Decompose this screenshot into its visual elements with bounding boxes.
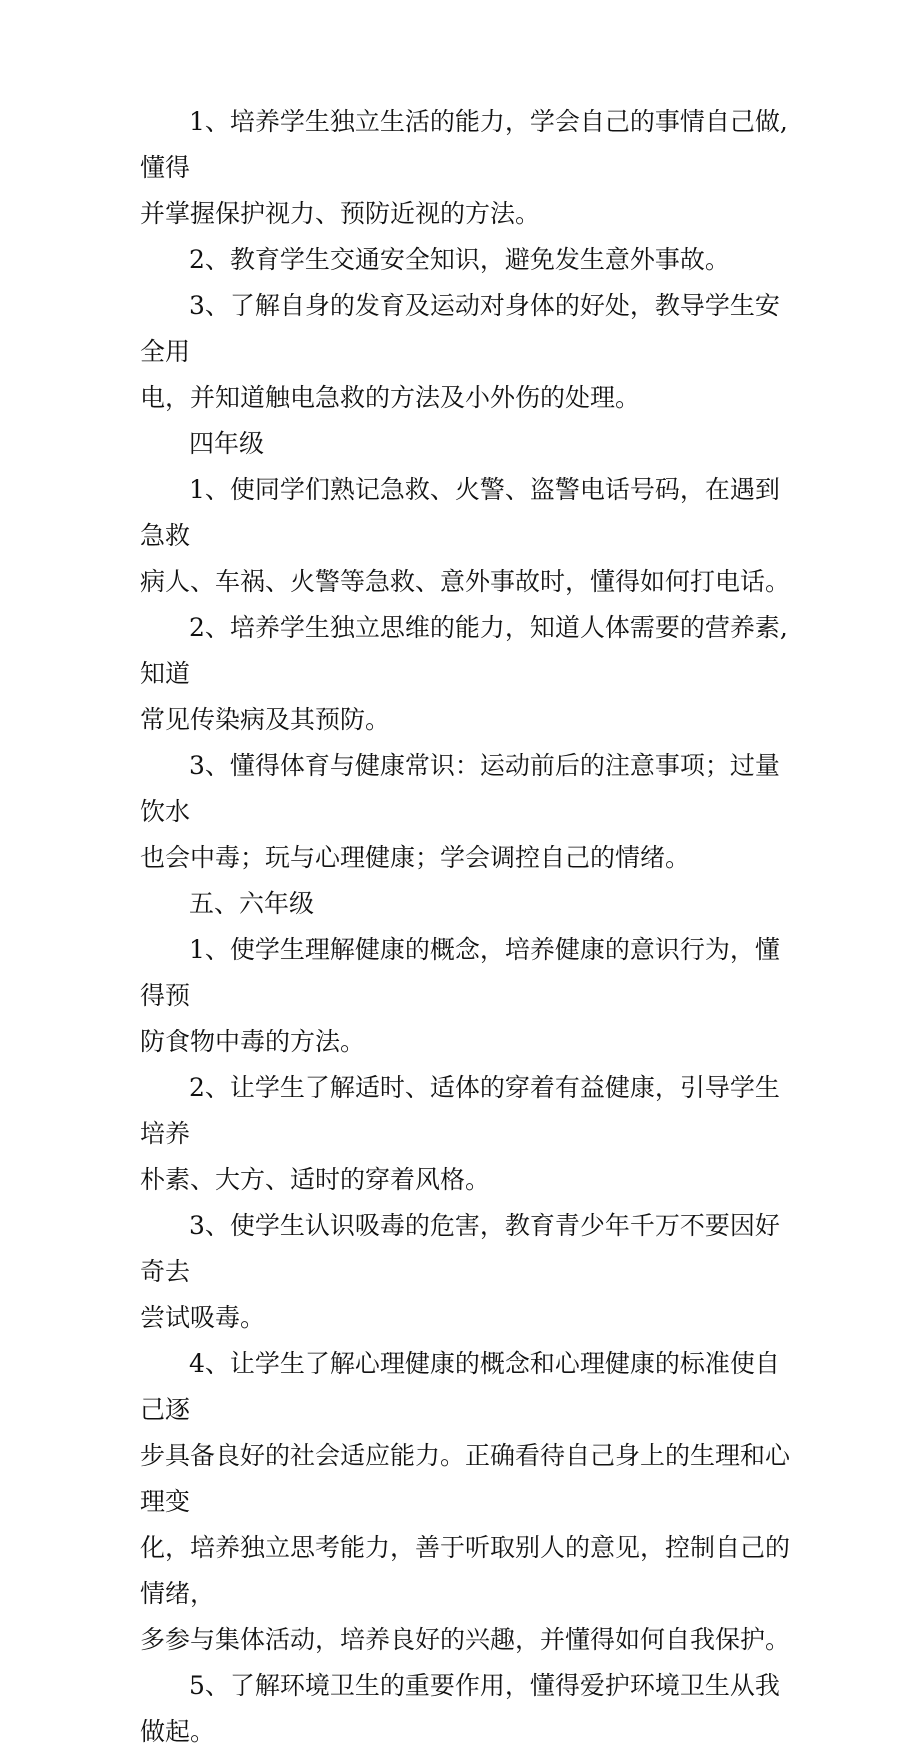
document-body	[140, 99, 800, 1755]
paragraph-grade3-item-2: 2、教育学生交通安全知识，避免发生意外事故。	[189, 245, 730, 274]
paragraph-grade5-6-item-2: 2、让学生了解适时、适体的穿着有益健康，引导学生培养 朴素、大方、适时的穿着风格。	[140, 1073, 780, 1194]
paragraph-grade4-item-3: 3、懂得体育与健康常识：运动前后的注意事项；过量饮水 也会中毒；玩与心理健康；学会调控自己的情绪。	[140, 751, 780, 872]
paragraph-grade5-6-item-1: 1、使学生理解健康的概念，培养健康的意识行为，懂得预 防食物中毒的方法。	[140, 935, 780, 1056]
paragraph-grade4-item-1: 1、使同学们熟记急救、火警、盗警电话号码，在遇到急救 病人、车祸、火警等急救、意外事故时，懂得如何打电话。	[140, 475, 791, 596]
section-heading-grade4: 四年级	[189, 429, 265, 458]
paragraph-grade4-item-2: 2、培养学生独立思维的能力，知道人体需要的营养素,知道 常见传染病及其预防。	[140, 613, 788, 734]
paragraph-grade3-item-1: 1、培养学生独立生活的能力，学会自己的事情自己做,懂得 并掌握保护视力、预防近视的方法。	[140, 107, 788, 228]
paragraph-grade5-6-item-4: 4、让学生了解心理健康的概念和心理健康的标准使自己逐 步具备良好的社会适应能力。正确看待自己身上的生理和心理变 化，培养独立思考能力，善于听取别人的意见，控制自己的情绪， 多参与集体活动，培养良好的兴趣，并懂得如何自我保护。	[140, 1349, 791, 1654]
paragraph-grade3-item-3: 3、了解自身的发育及运动对身体的好处，教导学生安全用 电，并知道触电急救的方法及小外伤的处理。	[140, 291, 780, 412]
paragraph-grade5-6-item-5: 5、了解环境卫生的重要作用，懂得爱护环境卫生从我做起。	[140, 1671, 780, 1746]
section-heading-grade5-6: 五、六年级	[189, 889, 315, 918]
paragraph-grade5-6-item-3: 3、使学生认识吸毒的危害，教育青少年千万不要因好奇去 尝试吸毒。	[140, 1211, 780, 1332]
